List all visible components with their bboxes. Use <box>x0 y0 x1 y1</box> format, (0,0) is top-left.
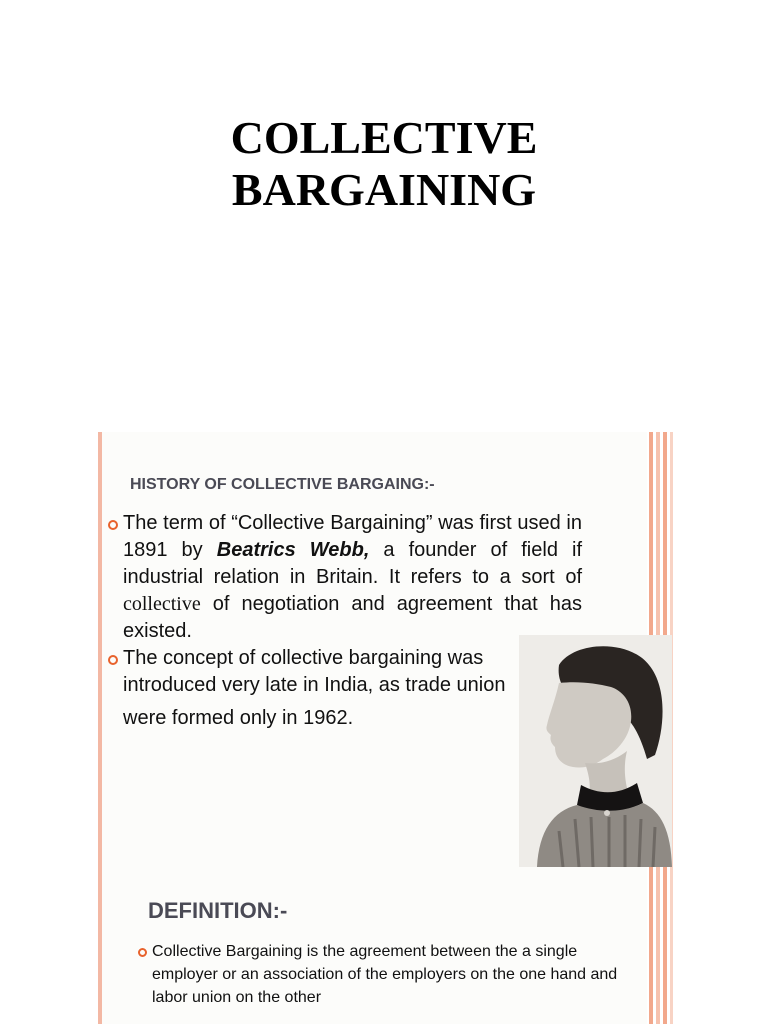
definition-heading: DEFINITION:- <box>148 898 288 923</box>
history-bullet-1-text-c: of negotiation and agreement that has existed. <box>123 593 582 642</box>
history-bullet-list <box>106 510 582 732</box>
history-bullet-1-text-a: The term of “Collective Bargaining” was first used in 1891 by <box>123 512 582 561</box>
history-bullet-1 <box>106 510 582 645</box>
bullet-circle-icon <box>108 655 118 665</box>
title-line-2: BARGAINING <box>231 164 537 215</box>
bullet-circle-icon <box>108 520 118 530</box>
definition-bullet-1 <box>136 940 626 1009</box>
portrait-photo-icon <box>519 635 672 867</box>
slide-image <box>98 432 673 1024</box>
document-title <box>0 112 768 216</box>
history-bullet-2-text-b: were formed only in 1962. <box>123 707 354 729</box>
history-bullet-1-text-b: a founder of field if industrial relation in Britain. It refers to a sort of <box>123 539 583 588</box>
history-bullet-1-emphasis: Beatrics Webb, <box>216 539 370 561</box>
history-bullet-2-text-a: The concept of collective bargaining was introduced very late in India, as trade union <box>123 647 506 696</box>
definition-bullet-1-text: Collective Bargaining is the agreement between the a single employer or an association of the employers on the one hand and labor union on the other <box>152 943 618 1006</box>
history-heading: HISTORY OF COLLECTIVE BARGAING:- <box>130 476 435 493</box>
title-line-1: COLLECTIVE <box>230 112 538 163</box>
history-bullet-2 <box>106 645 582 732</box>
slide-left-border <box>98 432 102 1024</box>
bullet-circle-icon <box>138 948 147 957</box>
history-bullet-1-serif-word: collective <box>123 593 201 615</box>
portrait-photo <box>519 635 672 867</box>
definition-bullet-list <box>136 940 626 1009</box>
